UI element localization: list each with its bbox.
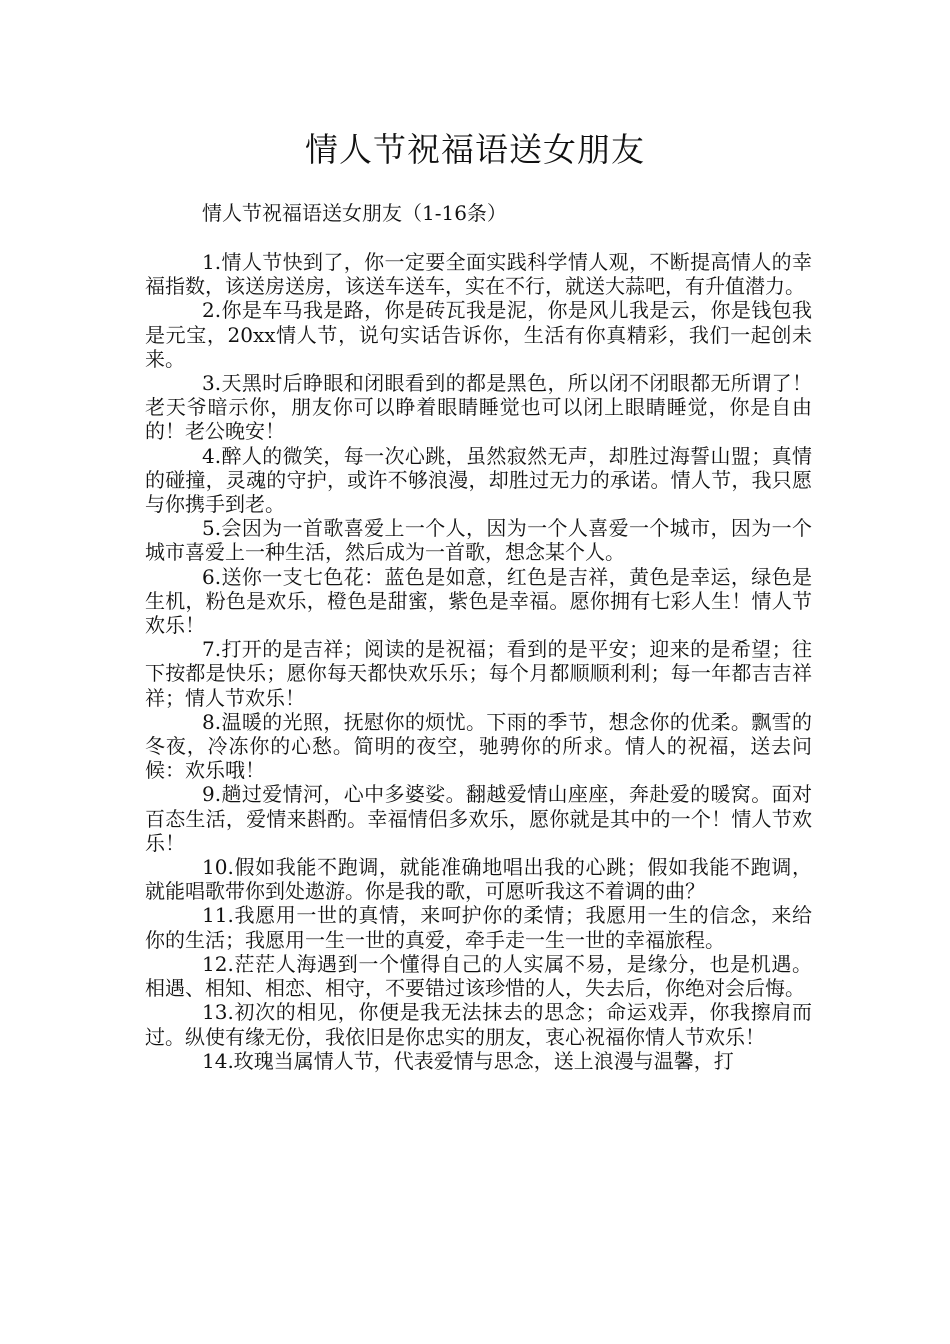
paragraph-4: 4.醉人的微笑，每一次心跳，虽然寂然无声，却胜过海誓山盟；真情的碰撞，灵魂的守护，或许不够浪漫，却胜过无力的承诺。情人节，我只愿与你携手到老。 <box>145 443 812 517</box>
paragraph-8: 8.温暖的光照，抚慰你的烦忧。下雨的季节，想念你的优柔。飘雪的冬夜，冷冻你的心愁。简明的夜空，驰骋你的所求。情人的祝福，送去问候：欢乐哦！ <box>145 709 812 783</box>
paragraph-11: 11.我愿用一世的真情，来呵护你的柔情；我愿用一生的信念，来给你的生活；我愿用一生一世的真爱，牵手走一生一世的幸福旅程。 <box>145 903 812 952</box>
paragraph-3: 3.天黑时后睁眼和闭眼看到的都是黑色，所以闭不闭眼都无所谓了！老天爷暗示你，朋友你可以睁着眼睛睡觉也可以闭上眼睛睡觉，你是自由的！老公晚安！ <box>145 371 812 444</box>
paragraph-12: 12.茫茫人海遇到一个懂得自己的人实属不易，是缘分，也是机遇。相遇、相知、相恋、相守，不要错过该珍惜的人，失去后，你绝对会后悔。 <box>145 951 812 1001</box>
paragraph-6: 6.送你一支七色花：蓝色是如意，红色是吉祥，黄色是幸运，绿色是生机，粉色是欢乐，橙色是甜蜜，紫色是幸福。愿你拥有七彩人生！情人节欢乐！ <box>145 564 812 638</box>
paragraph-10: 10.假如我能不跑调，就能准确地唱出我的心跳；假如我能不跑调，就能唱歌带你到处遨游。你是我的歌，可愿听我这不着调的曲？ <box>145 855 812 904</box>
paragraph-9: 9.趟过爱情河，心中多婆娑。翻越爱情山座座，奔赴爱的暖窝。面对百态生活，爱情来斟酌。幸福情侣多欢乐，愿你就是其中的一个！情人节欢乐！ <box>145 782 812 855</box>
document-title: 情人节祝福语送女朋友 <box>305 130 645 169</box>
paragraph-5: 5.会因为一首歌喜爱上一个人，因为一个人喜爱一个城市，因为一个城市喜爱上一种生活，然后成为一首歌，想念某个人。 <box>145 516 812 565</box>
document-body <box>145 250 812 1073</box>
paragraph-2: 2.你是车马我是路，你是砖瓦我是泥，你是风儿我是云，你是钱包我是元宝，20xx情人节，说句实话告诉你，生活有你真精彩，我们一起创未来。 <box>145 298 812 371</box>
paragraph-7: 7.打开的是吉祥；阅读的是祝福；看到的是平安；迎来的是希望；往下按都是快乐；愿你每天都快欢乐乐；每个月都顺顺利利；每一年都吉吉祥祥；情人节欢乐！ <box>145 637 812 710</box>
paragraph-1: 1.情人节快到了，你一定要全面实践科学情人观，不断提高情人的幸福指数，该送房送房，该送车送车，实在不行，就送大蒜吧，有升值潜力。 <box>145 250 812 299</box>
document-subtitle: 情人节祝福语送女朋友（1-16条） <box>202 201 507 225</box>
paragraph-14: 14.玫瑰当属情人节，代表爱情与思念，送上浪漫与温馨，打 <box>202 1048 734 1073</box>
paragraph-13: 13.初次的相见，你便是我无法抹去的思念；命运戏弄，你我擦肩而过。纵使有缘无份，我依旧是你忠实的朋友，衷心祝福你情人节欢乐！ <box>145 1000 812 1049</box>
